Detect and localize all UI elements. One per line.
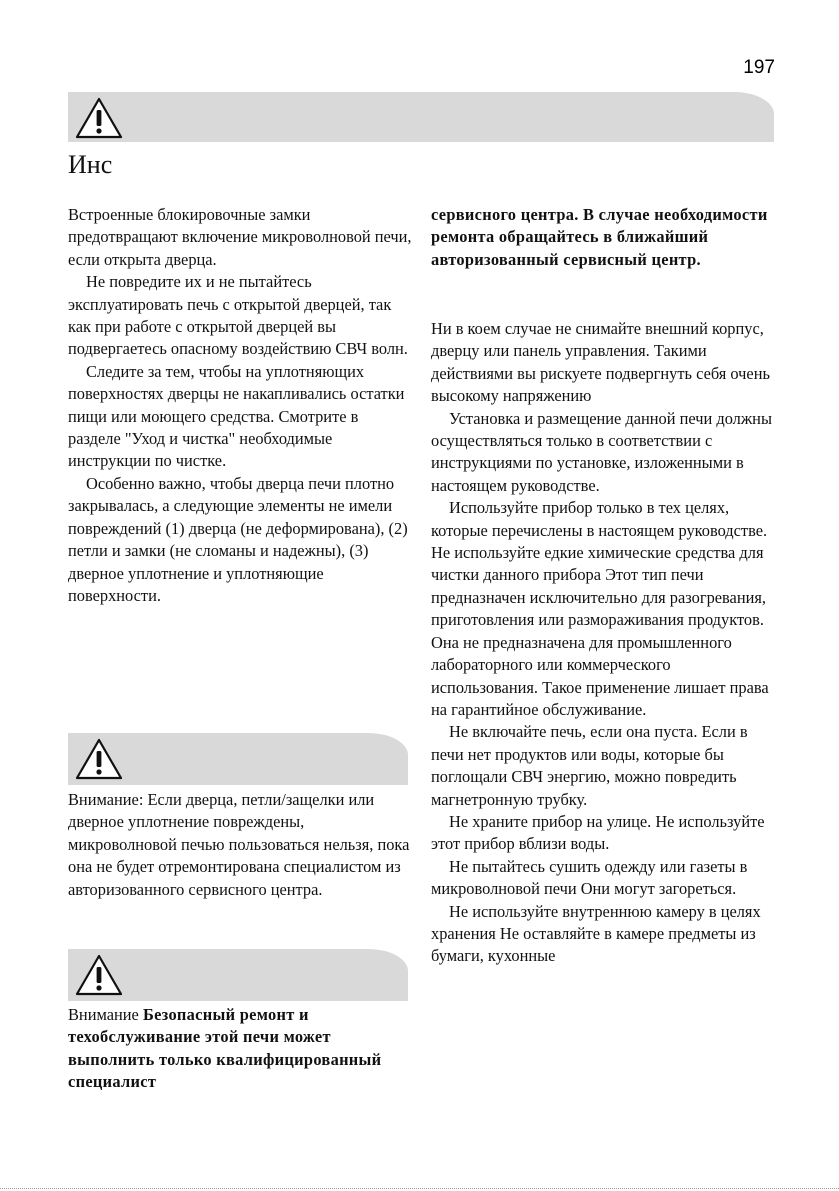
paragraph: сервисного центра. В случае необходимости ремонта обращайтесь в ближайший авторизованный сервисный центр. — [431, 205, 768, 269]
warning-lead: Внимание — [68, 1005, 143, 1024]
paragraph: Установка и размещение данной печи должны осуществляться только в соответствии с инструкциями по установке, изложенными в настоящем руководстве. — [431, 408, 772, 495]
warning-text-door — [68, 789, 413, 901]
warning-text-repair — [68, 1004, 413, 1094]
paragraph: Не используйте внутреннюю камеру в целях хранения Не оставляйте в камере предметы из бумаги, кухонные — [431, 901, 761, 966]
paragraph: Не повредите их и не пытайтесь эксплуатировать печь с открытой дверцей, так как при работе с открытой дверцей вы подвергаетесь опасному воздействию СВЧ волн. — [68, 272, 408, 359]
paragraph: Не храните прибор на улице. Не используйте этот прибор вблизи воды. — [431, 811, 765, 854]
paragraph: Не включайте печь, если она пуста. Если в печи нет продуктов или воды, которые бы поглощали СВЧ энергию, можно повредить магнетронную трубку. — [431, 722, 748, 809]
paragraph: Особенно важно, чтобы дверца печи плотно закрывалась, а следующие элементы не имели повреждений (1) дверца (не деформирована), (2) петли и замки (не сломаны и надежны), (3) дверное уплотнение и уплотняющие поверхности. — [68, 473, 408, 605]
paragraph — [68, 1004, 413, 1094]
warning-triangle-icon — [74, 953, 124, 997]
warning-triangle-icon — [74, 96, 124, 140]
warning-banner-top — [68, 92, 774, 142]
paragraph: Ни в коем случае не снимайте внешний корпус, дверцу или панель управления. Такими действиями вы рискуете подвергнуть себя очень высокому напряжению — [431, 319, 770, 406]
right-column-continued — [431, 204, 776, 271]
warning-bold-text: Безопасный ремонт и техобслуживание этой печи может выполнить только квалифицированный специалист — [68, 1005, 382, 1092]
paragraph: Не пытайтесь сушить одежду или газеты в микроволновой печи Они могут загореться. — [431, 856, 748, 899]
page-number: 197 — [743, 57, 775, 78]
warning-triangle-icon — [74, 737, 124, 781]
right-column-body — [431, 318, 776, 968]
paragraph: Используйте прибор только в тех целях, которые перечислены в настоящем руководстве. Не используйте едкие химические средства для чистки данного прибора Этот тип печи предназначен исключительно для разогревания, приготовления или размораживания продуктов. Она не предназначена для промышленного лабораторного или коммерческого использования. Такое применение лишает права на гарантийное обслуживание. — [431, 498, 769, 719]
warning-banner-repair — [68, 949, 408, 1001]
page-edge-divider — [0, 1188, 839, 1189]
left-column-intro — [68, 204, 413, 607]
section-title: Инс — [68, 150, 113, 179]
paragraph: Встроенные блокировочные замки предотвращают включение микроволновой печи, если открыта дверца. — [68, 205, 412, 269]
paragraph: Внимание: Если дверца, петли/защелки или дверное уплотнение повреждены, микроволновой печью пользоваться нельзя, пока она не будет отремонтирована специалистом из авторизованного сервисного центра. — [68, 790, 410, 899]
paragraph: Следите за тем, чтобы на уплотняющих поверхностях дверцы не накапливались остатки пищи или моющего средства. Смотрите в разделе "Уход и чистка" необходимые инструкции по чистке. — [68, 361, 405, 471]
warning-banner-door — [68, 733, 408, 785]
